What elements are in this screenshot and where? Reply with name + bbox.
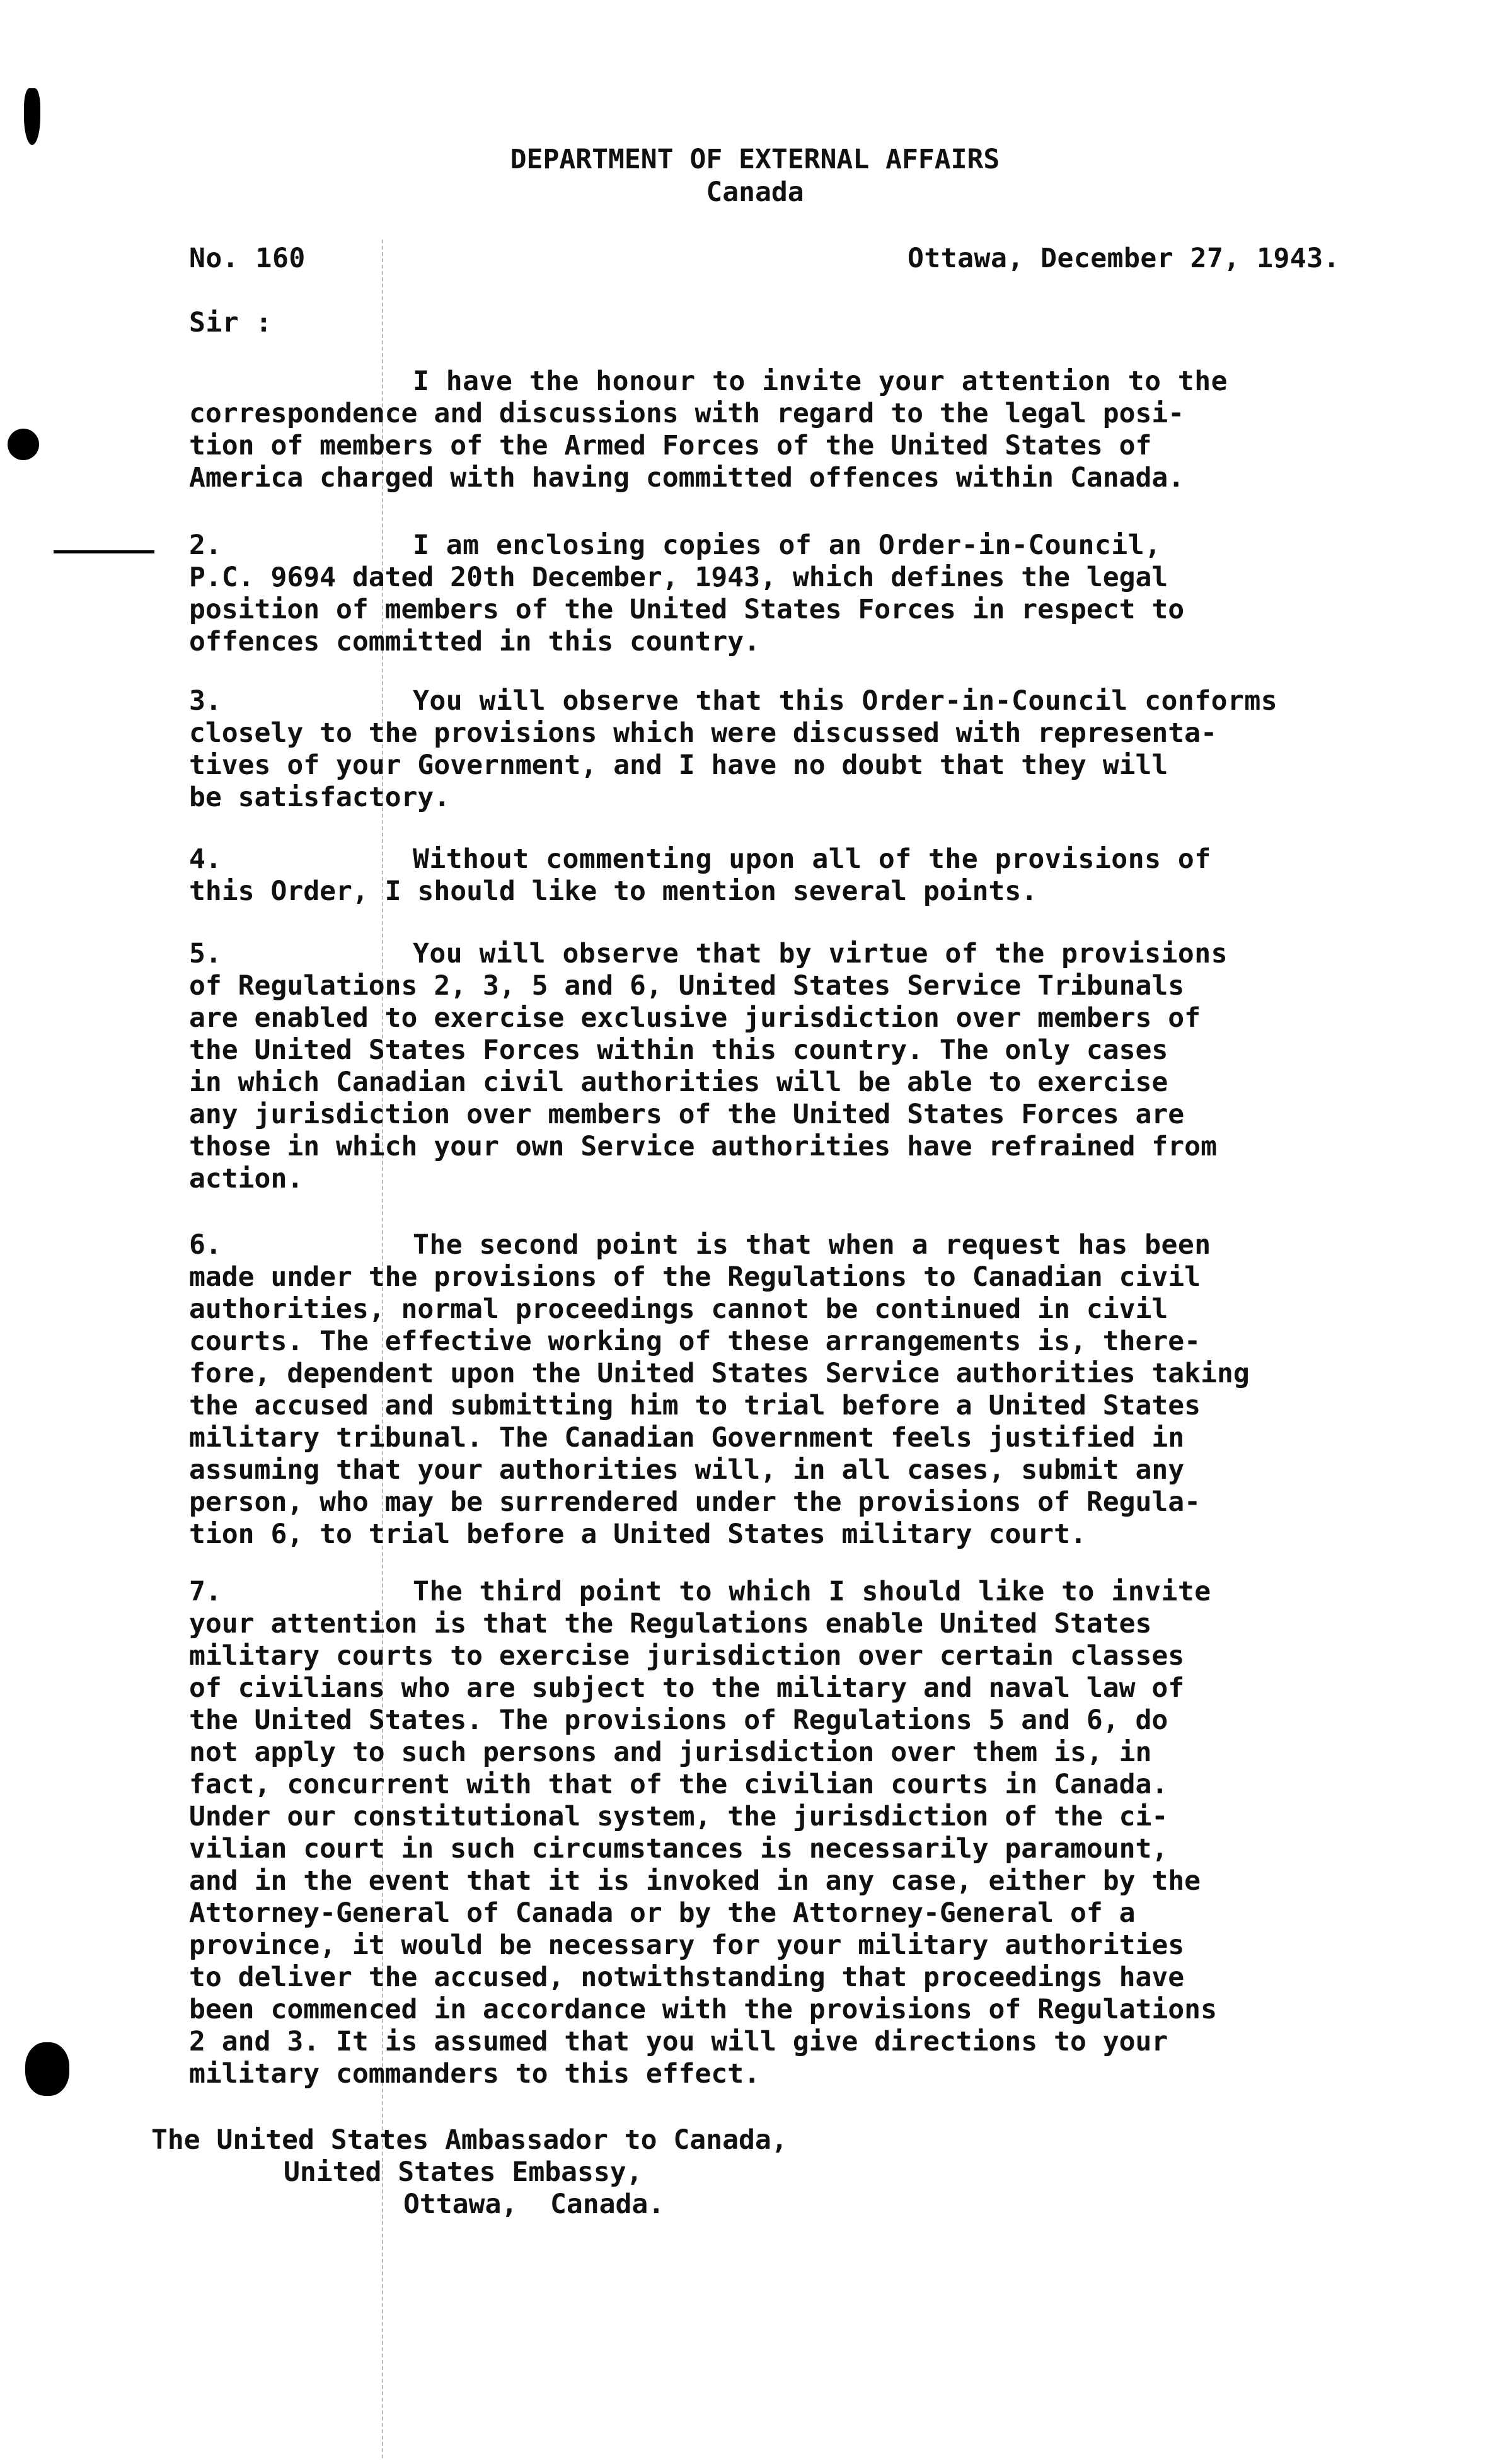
addressee-line-3: Ottawa, Canada. xyxy=(403,2189,665,2220)
paragraph-6-number: 6. xyxy=(189,1229,222,1261)
addressee-line-1: The United States Ambassador to Canada, xyxy=(151,2124,788,2156)
country-heading: Canada xyxy=(706,176,804,208)
department-heading: DEPARTMENT OF EXTERNAL AFFAIRS xyxy=(510,144,1000,175)
paragraph-3-number: 3. xyxy=(189,685,222,717)
paragraph-2-body: P.C. 9694 dated 20th December, 1943, which defines the legal position of members of the United States Forces in respect to offences committed in this country. xyxy=(189,562,1185,657)
salutation: Sir : xyxy=(189,307,272,338)
paragraph-6-body: made under the provisions of the Regulations to Canadian civil authorities, normal proceedings cannot be continued in civil courts. The effective working of these arrangements is, there- fore, dependent upon the United States Service authorities taking the accused and submitting him to trial before a United States military tribunal. The Canadian Government feels justified in assuming that your authorities will, in all cases, submit any person, who may be surrendered under the provisions of Regula- tion 6, to trial before a United States military court. xyxy=(189,1261,1250,1550)
addressee-line-2: United States Embassy, xyxy=(284,2156,643,2188)
document-number: No. 160 xyxy=(189,243,306,274)
margin-rule xyxy=(54,550,154,553)
punch-mark-bottom xyxy=(25,2042,69,2096)
paragraph-7-body: your attention is that the Regulations enable United States military courts to exercise jurisdiction over certain classes of civilians who are subject to the military and naval law of the United States. The provisions of Regulations 5 and 6, do not apply to such persons and jurisdiction over them is, in fact, concurrent with that of the civilian courts in Canada. Under our constitutional system, the jurisdiction of the ci- vilian court in such circumstances is necessarily paramount, and in the event that it is invoked in any case, either by the Attorney-General of Canada or by the Attorney-General of a province, it would be necessary for your military authorities to deliver the accused, notwithstanding that proceedings have been commenced in accordance with the provisions of Regulations 2 and 3. It is assumed that you will give directions to your military commanders to this effect. xyxy=(189,1608,1217,2090)
paragraph-3-first-line: You will observe that this Order-in-Council conforms xyxy=(413,685,1278,717)
paragraph-7-number: 7. xyxy=(189,1576,222,1607)
paragraph-1-first-line: I have the honour to invite your attention to the xyxy=(413,366,1228,397)
paragraph-6-first-line: The second point is that when a request has been xyxy=(413,1229,1211,1261)
paragraph-4-body: this Order, I should like to mention several points. xyxy=(189,876,1038,907)
paragraph-1-body: correspondence and discussions with regard to the legal posi- tion of members of the Armed Forces of the United States of America charged with having committed offences within Canada. xyxy=(189,398,1185,494)
paragraph-2-number: 2. xyxy=(189,529,222,561)
paragraph-5-first-line: You will observe that by virtue of the provisions xyxy=(413,938,1228,969)
place-date: Ottawa, December 27, 1943. xyxy=(908,243,1340,274)
paragraph-5-number: 5. xyxy=(189,938,222,969)
paragraph-4-first-line: Without commenting upon all of the provisions of xyxy=(413,843,1211,875)
paragraph-7-first-line: The third point to which I should like to invite xyxy=(413,1576,1211,1607)
paragraph-5-body: of Regulations 2, 3, 5 and 6, United States Service Tribunals are enabled to exercise exclusive jurisdiction over members of the United States Forces within this country. The only cases in which Canadian civil authorities will be able to exercise any jurisdiction over members of the United States Forces are those in which your own Service authorities have refrained from action. xyxy=(189,970,1217,1194)
punch-mark-middle xyxy=(8,429,39,460)
punch-mark-top xyxy=(24,88,40,145)
paragraph-2-first-line: I am enclosing copies of an Order-in-Council, xyxy=(413,529,1161,561)
paragraph-3-body: closely to the provisions which were discussed with representa- tives of your Government, and I have no doubt that they will be satisfactory. xyxy=(189,717,1217,813)
paragraph-4-number: 4. xyxy=(189,843,222,875)
